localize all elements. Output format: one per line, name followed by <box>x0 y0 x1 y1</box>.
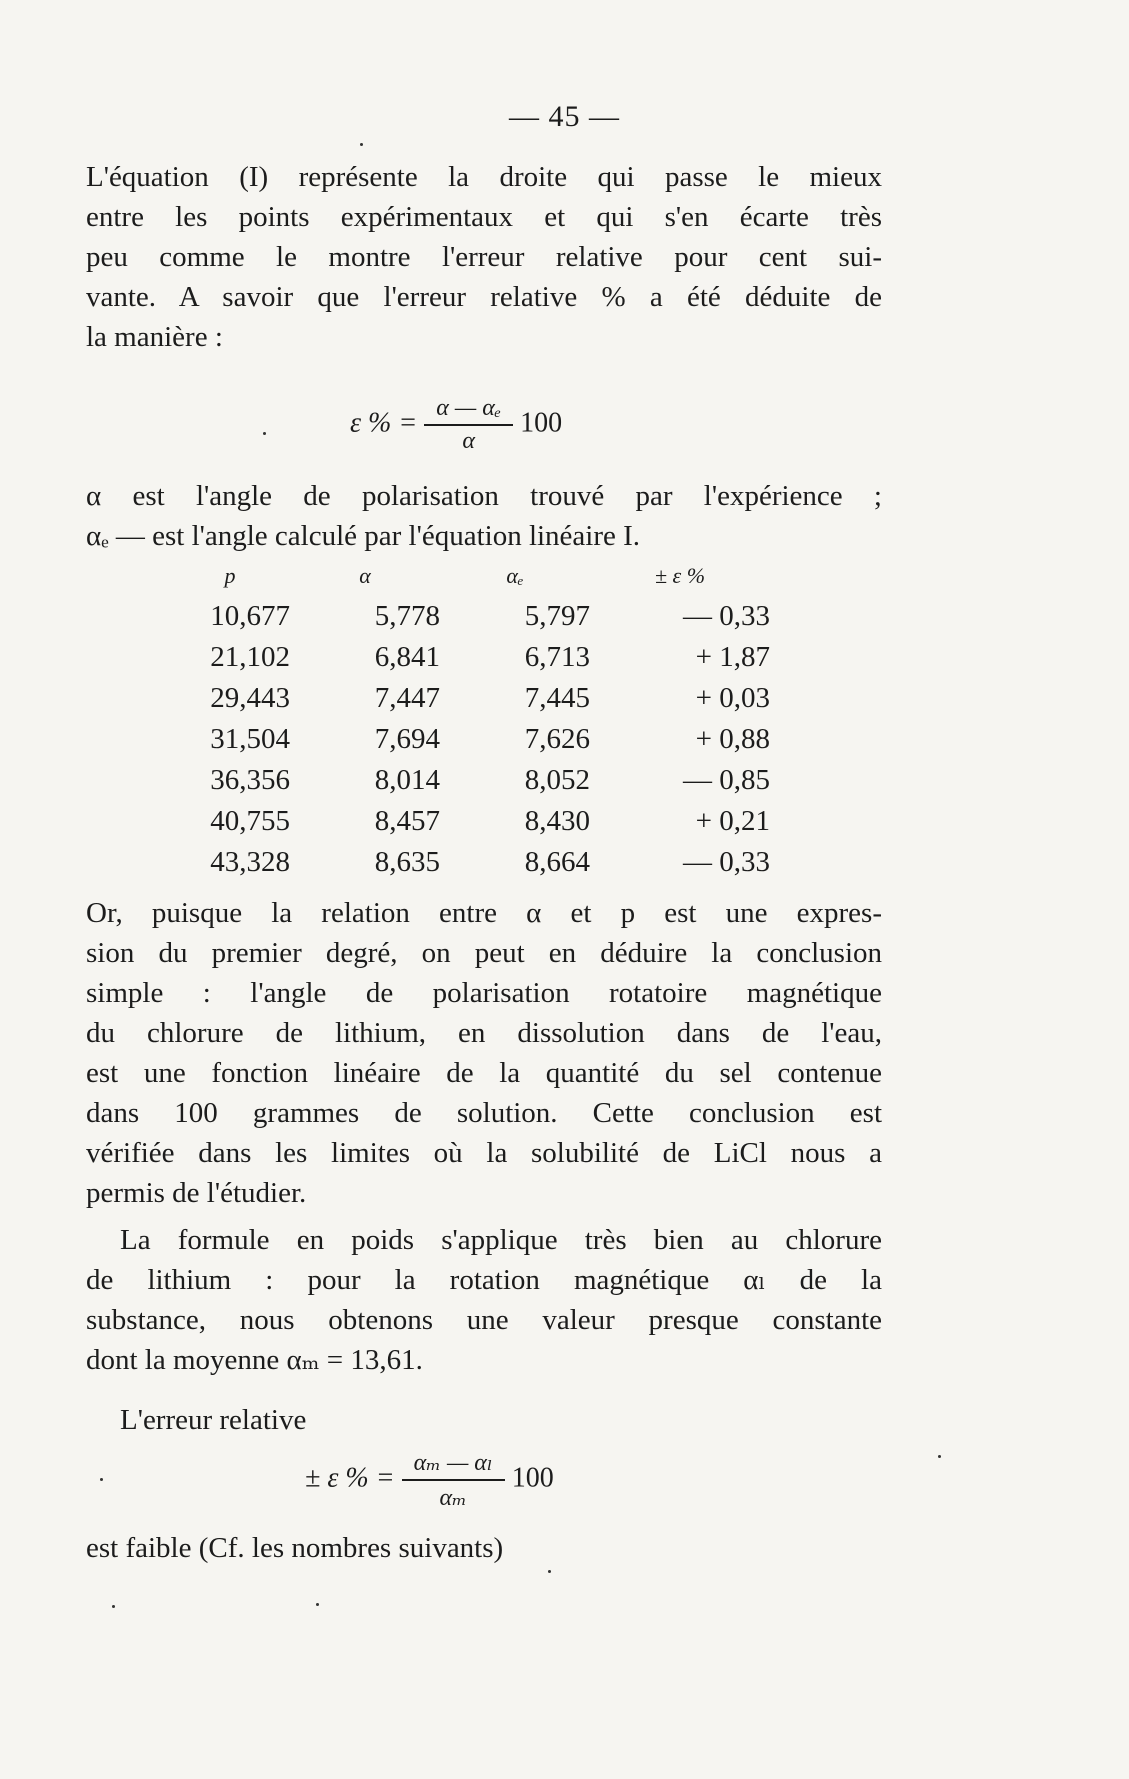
formula-denominator: αₘ <box>439 1485 467 1511</box>
text-line: entre les points expérimentaux et qui s'en écarte très <box>86 201 882 233</box>
column-header: α <box>359 563 371 588</box>
formula-fraction <box>424 395 513 455</box>
text-line: substance, nous obtenons une valeur presque constante <box>86 1304 882 1336</box>
paragraph-closing <box>86 1528 882 1568</box>
column-header: p <box>224 563 236 588</box>
text-line: du chlorure de lithium, en dissolution dans de l'eau, <box>86 1017 882 1049</box>
text-line: la manière : <box>86 321 223 353</box>
print-speck <box>316 1603 319 1606</box>
paragraph-intro <box>86 157 882 357</box>
print-speck <box>360 143 363 146</box>
formula-factor: 100 <box>511 1462 554 1494</box>
table-row <box>170 678 770 719</box>
table-row <box>170 719 770 760</box>
text-line: peu comme le montre l'erreur relative pour cent sui- <box>86 241 882 273</box>
formula-denominator: α <box>462 428 475 454</box>
data-table <box>170 556 770 883</box>
table-row <box>170 801 770 842</box>
column-header: ± ε % <box>654 563 706 588</box>
print-speck <box>548 1570 551 1573</box>
table-cell: + 1,87 <box>695 641 770 673</box>
formula-lhs: ± ε % = <box>305 1462 395 1494</box>
table-cell: 8,052 <box>524 764 590 796</box>
table-cell: 7,445 <box>524 682 590 714</box>
text-line: sion du premier degré, on peut en déduire la conclusion <box>86 937 882 969</box>
paragraph-conclusion <box>86 893 882 1213</box>
text-line: vante. A savoir que l'erreur relative % a été déduite de <box>86 281 882 313</box>
table-cell: 5,797 <box>524 600 590 632</box>
paragraph-definitions <box>86 476 882 556</box>
print-speck <box>938 1455 941 1458</box>
table-cell: 7,626 <box>524 723 590 755</box>
table-cell: 8,635 <box>374 846 440 878</box>
table-cell: + 0,03 <box>695 682 770 714</box>
paragraph-formula-weight <box>86 1220 882 1380</box>
text-line: dans 100 grammes de solution. Cette conclusion est <box>86 1097 882 1129</box>
print-speck <box>100 1478 103 1481</box>
text-line: est faible (Cf. les nombres suivants) <box>86 1532 504 1564</box>
table-cell: — 0,33 <box>683 600 770 632</box>
table-cell: 40,755 <box>210 805 290 837</box>
table-cell: 8,664 <box>524 846 590 878</box>
text-line: vérifiée dans les limites où la solubilité de LiCl nous a <box>86 1137 882 1169</box>
text-line: La formule en poids s'applique très bien au chlorure <box>120 1224 882 1256</box>
table-cell: 5,778 <box>374 600 440 632</box>
table-cell: 7,447 <box>374 682 440 714</box>
table-cell: 31,504 <box>210 723 290 755</box>
table-cell: 29,443 <box>210 682 290 714</box>
text-line: est une fonction linéaire de la quantité du sel contenue <box>86 1057 882 1089</box>
table-cell: — 0,33 <box>683 846 770 878</box>
text-line: dont la moyenne αₘ = 13,61. <box>86 1344 423 1376</box>
formula-relative-error-mean <box>305 1448 554 1512</box>
formula-relative-error <box>350 395 562 455</box>
paragraph-relative-error-label <box>86 1400 882 1440</box>
table-cell: 10,677 <box>210 600 290 632</box>
text-line: α est l'angle de polarisation trouvé par l'expérience ; <box>86 480 882 512</box>
table-cell: 43,328 <box>210 846 290 878</box>
table-cell: 6,841 <box>374 641 440 673</box>
page-number: — 45 — <box>509 100 620 133</box>
text-line: L'équation (I) représente la droite qui passe le mieux <box>86 161 882 193</box>
text-line: L'erreur relative <box>120 1404 307 1436</box>
formula-fraction <box>402 1448 505 1512</box>
formula-factor: 100 <box>520 407 563 439</box>
table-row <box>170 842 770 883</box>
column-header: αₑ <box>506 563 524 588</box>
table-row <box>170 760 770 801</box>
text-line: simple : l'angle de polarisation rotatoire magnétique <box>86 977 882 1009</box>
table-cell: + 0,21 <box>695 805 770 837</box>
table-cell: 8,014 <box>374 764 440 796</box>
formula-lhs: ε % = <box>350 407 418 439</box>
table-cell: 8,430 <box>524 805 590 837</box>
table-cell: + 0,88 <box>695 723 770 755</box>
formula-numerator: α — αₑ <box>424 395 513 426</box>
table-cell: 21,102 <box>210 641 290 673</box>
table-row <box>170 596 770 637</box>
table-header-row <box>170 556 770 596</box>
text-line: Or, puisque la relation entre α et p est une expres- <box>86 897 882 929</box>
table-cell: 6,713 <box>524 641 590 673</box>
table-row <box>170 637 770 678</box>
print-speck <box>112 1605 115 1608</box>
table-cell: 8,457 <box>374 805 440 837</box>
text-line: de lithium : pour la rotation magnétique αₗ de la <box>86 1264 882 1296</box>
text-line: αₑ — est l'angle calculé par l'équation linéaire I. <box>86 520 641 552</box>
print-speck <box>263 432 266 435</box>
table-cell: 36,356 <box>210 764 290 796</box>
table-cell: — 0,85 <box>683 764 770 796</box>
formula-numerator: αₘ — αₗ <box>402 1448 505 1481</box>
text-line: permis de l'étudier. <box>86 1177 307 1209</box>
table-cell: 7,694 <box>374 723 440 755</box>
